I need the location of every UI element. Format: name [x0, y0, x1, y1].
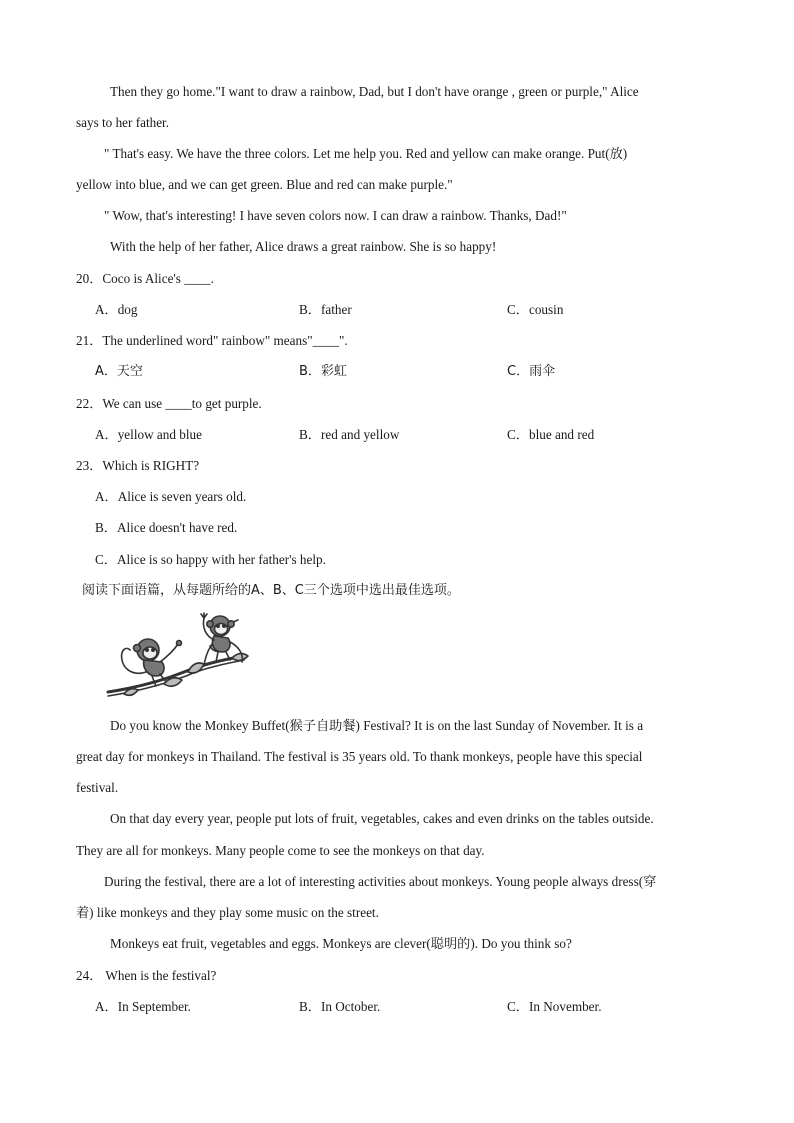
question-23-option-b[interactable]: B．Alice doesn't have red. [95, 520, 238, 535]
question-21-option-c[interactable]: C．雨伞 [507, 364, 556, 379]
passage2-line-3: festival. [76, 780, 119, 795]
monkeys-on-branch-icon [104, 610, 256, 702]
question-21-option-b[interactable]: B．彩虹 [299, 364, 347, 379]
question-21-option-a[interactable]: A．天空 [95, 364, 143, 379]
passage1-line-6: With the help of her father, Alice draws a great rainbow. She is so happy! [110, 239, 497, 254]
question-24-option-c[interactable]: C．In November. [507, 999, 602, 1014]
passage2-line-4: On that day every year, people put lots of fruit, vegetables, cakes and even drinks on the tables outside. [110, 811, 654, 826]
question-22-option-b[interactable]: B．red and yellow [299, 427, 400, 442]
passage2-line-5: They are all for monkeys. Many people come to see the monkeys on that day. [76, 843, 485, 858]
passage1-line-3: " That's easy. We have the three colors. Let me help you. Red and yellow can make orange. Put(放) [104, 146, 628, 161]
question-23-stem: 23．Which is RIGHT? [76, 458, 200, 473]
question-22-option-c[interactable]: C．blue and red [507, 427, 595, 442]
passage1-line-5: " Wow, that's interesting! I have seven colors now. I can draw a rainbow. Thanks, Dad!" [104, 208, 567, 223]
question-22-stem: 22．We can use ____to get purple. [76, 396, 262, 411]
question-20-stem: 20．Coco is Alice's ____. [76, 271, 214, 286]
question-20-option-c[interactable]: C．cousin [507, 302, 564, 317]
question-22-option-a[interactable]: A．yellow and blue [95, 427, 202, 442]
passage2-line-8: Monkeys eat fruit, vegetables and eggs. Monkeys are clever(聪明的). Do you think so? [110, 936, 572, 951]
question-23-option-a[interactable]: A．Alice is seven years old. [95, 489, 247, 504]
passage2-line-1: Do you know the Monkey Buffet(猴子自助餐) Festival? It is on the last Sunday of November. It is a [110, 718, 644, 733]
passage2-line-6: During the festival, there are a lot of interesting activities about monkeys. Young people always dress(穿 [104, 874, 657, 889]
question-21-stem: 21．The underlined word" rainbow" means"____". [76, 333, 348, 348]
passage1-line-2: says to her father. [76, 115, 170, 130]
question-24-option-a[interactable]: A．In September. [95, 999, 191, 1014]
question-23-option-c[interactable]: C．Alice is so happy with her father's help. [95, 552, 326, 567]
passage1-line-1: Then they go home."I want to draw a rainbow, Dad, but I don't have orange , green or purple," Alice [110, 84, 639, 99]
question-24-option-b[interactable]: B．In October. [299, 999, 381, 1014]
passage2-line-2: great day for monkeys in Thailand. The festival is 35 years old. To thank monkeys, people have this special [76, 749, 643, 764]
passage1-line-4: yellow into blue, and we can get green. Blue and red can make purple." [76, 177, 453, 192]
question-20-option-b[interactable]: B．father [299, 302, 352, 317]
passage2-line-7: 着) like monkeys and they play some music on the street. [76, 905, 379, 920]
question-20-option-a[interactable]: A．dog [95, 302, 138, 317]
question-24-stem: 24． When is the festival? [76, 968, 217, 983]
section-instruction: 阅读下面语篇，从每题所给的A、B、C三个选项中选出最佳选项。 [82, 583, 460, 598]
